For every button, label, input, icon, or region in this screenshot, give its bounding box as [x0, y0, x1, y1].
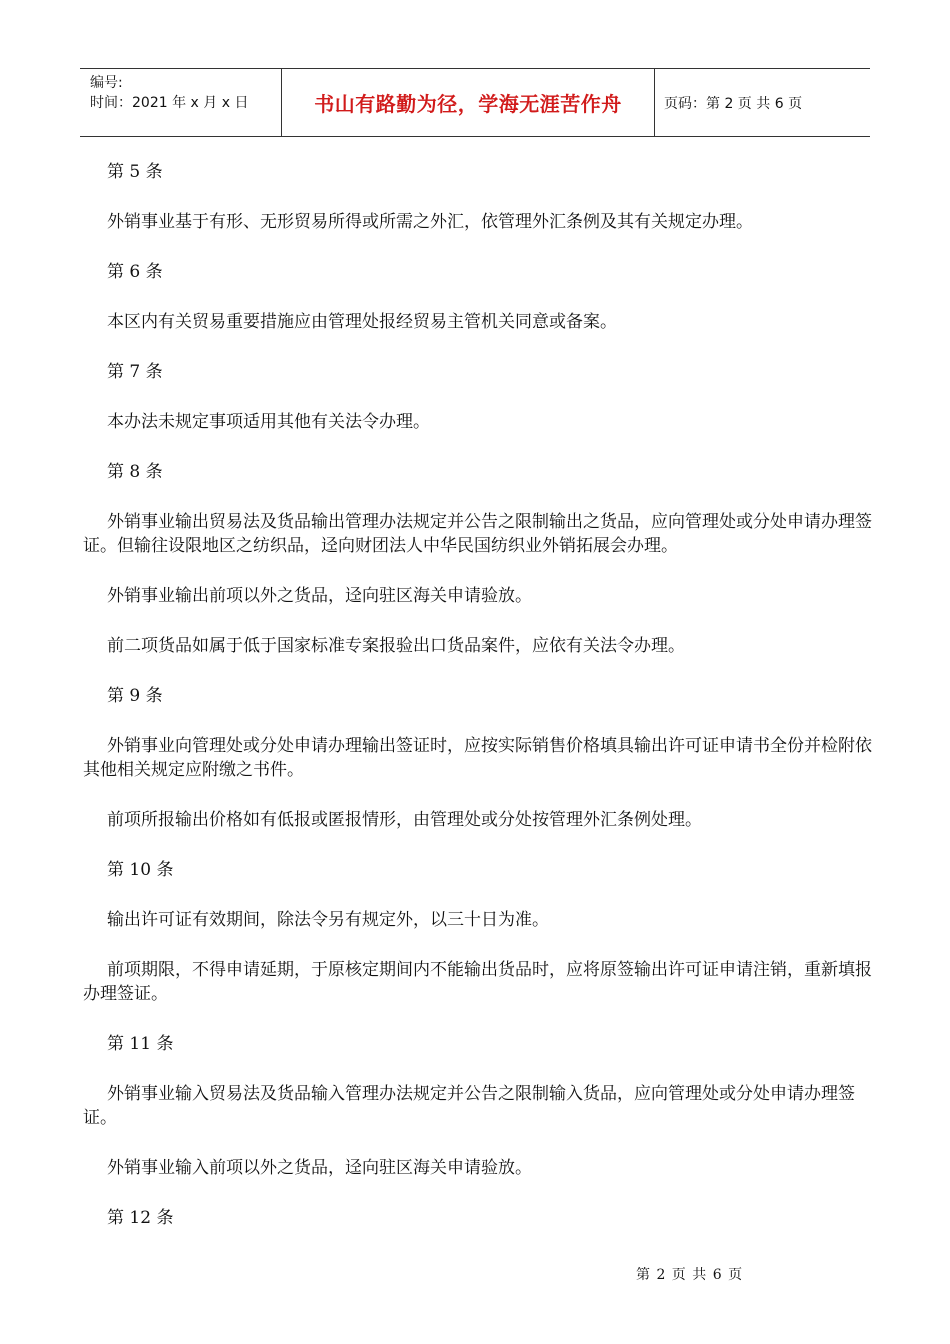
article-heading: 第 7 条 — [107, 362, 163, 382]
article-heading: 第 11 条 — [107, 1034, 174, 1054]
article-paragraph: 前二项货品如属于低于国家标准专案报验出口货品案件，应依有关法令办理。 — [107, 636, 685, 656]
article-paragraph: 外销事业基于有形、无形贸易所得或所需之外汇，依管理外汇条例及其有关规定办理。 — [107, 212, 753, 232]
article-paragraph: 外销事业输出贸易法及货品输出管理办法规定并公告之限制输出之货品，应向管理处或分处申请办理签证。但输往设限地区之纺织品，迳向财团法人中华民国纺织业外销拓展会办理。 — [83, 512, 872, 556]
header-page-info: 页码：第 2 页 共 6 页 — [664, 95, 803, 112]
document-body — [83, 160, 873, 1256]
header-meta — [80, 69, 282, 136]
document-number-label: 编号: — [90, 75, 123, 91]
header-motto: 书山有路勤为径，学海无涯苦作舟 — [282, 69, 655, 136]
article-heading: 第 8 条 — [107, 462, 163, 482]
article-heading: 第 5 条 — [107, 162, 163, 182]
article-heading: 第 12 条 — [107, 1208, 174, 1228]
document-time: 时间：2021 年 x 月 x 日 — [90, 95, 249, 111]
article-paragraph: 前项所报输出价格如有低报或匿报情形，由管理处或分处按管理外汇条例处理。 — [107, 810, 702, 830]
article-paragraph: 本区内有关贸易重要措施应由管理处报经贸易主管机关同意或备案。 — [107, 312, 617, 332]
article-heading: 第 6 条 — [107, 262, 163, 282]
article-paragraph: 本办法未规定事项适用其他有关法令办理。 — [107, 412, 430, 432]
page-footer: 第 2 页 共 6 页 — [636, 1267, 744, 1283]
article-heading: 第 10 条 — [107, 860, 174, 880]
article-paragraph: 外销事业向管理处或分处申请办理输出签证时，应按实际销售价格填具输出许可证申请书全份并检附依其他相关规定应附缴之书件。 — [83, 736, 872, 780]
article-paragraph: 外销事业输出前项以外之货品，迳向驻区海关申请验放。 — [107, 586, 532, 606]
article-paragraph: 前项期限，不得申请延期，于原核定期间内不能输出货品时，应将原签输出许可证申请注销，重新填报办理签证。 — [83, 960, 872, 1004]
page-header — [80, 68, 870, 137]
article-heading: 第 9 条 — [107, 686, 163, 706]
article-paragraph: 外销事业输入前项以外之货品，迳向驻区海关申请验放。 — [107, 1158, 532, 1178]
article-paragraph: 外销事业输入贸易法及货品输入管理办法规定并公告之限制输入货品，应向管理处或分处申请办理签证。 — [83, 1084, 855, 1128]
article-paragraph: 输出许可证有效期间，除法令另有规定外，以三十日为准。 — [107, 910, 549, 930]
